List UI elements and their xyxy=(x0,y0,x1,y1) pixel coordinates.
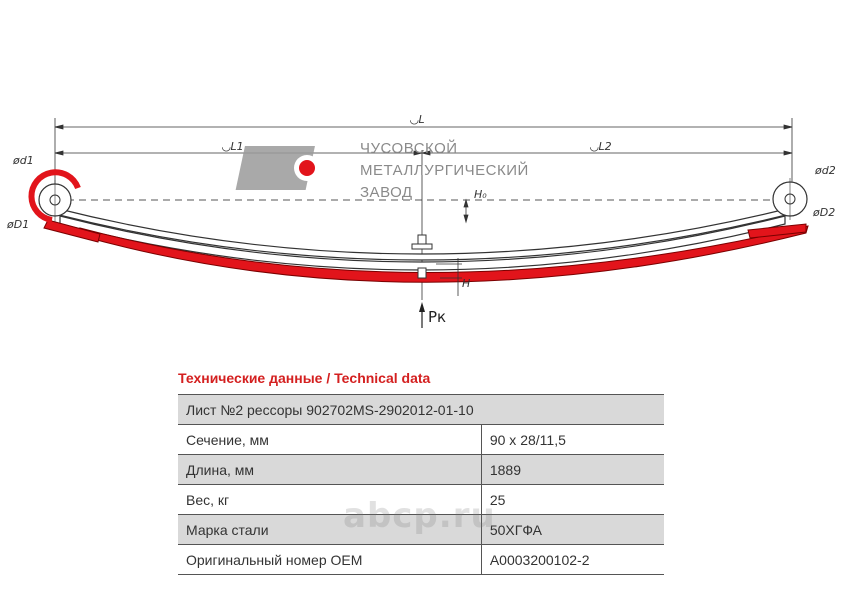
table-row xyxy=(178,425,664,455)
svg-text:ЗАВОД: ЗАВОД xyxy=(360,184,413,201)
dim-label-l1: ◡L1 xyxy=(222,140,244,153)
label-D2: øD2 xyxy=(813,206,836,219)
spec-label: Оригинальный номер OEM xyxy=(178,545,481,575)
spec-label: Сечение, мм xyxy=(178,425,481,455)
spec-label: Марка стали xyxy=(178,515,481,545)
svg-text:МЕТАЛЛУРГИЧЕСКИЙ: МЕТАЛЛУРГИЧЕСКИЙ xyxy=(360,162,529,179)
label-D1: øD1 xyxy=(7,218,30,231)
label-h: H xyxy=(462,277,471,290)
load-arrow xyxy=(419,302,425,328)
spec-header: Лист №2 рессоры 902702MS-2902012-01-10 xyxy=(178,395,664,425)
watermark: abcp.ru xyxy=(343,496,496,536)
table-row xyxy=(178,545,664,575)
svg-text:ЧУСОВСКОЙ: ЧУСОВСКОЙ xyxy=(360,140,458,157)
spec-label: Длина, мм xyxy=(178,455,481,485)
dim-label-l: ◡L xyxy=(410,113,425,126)
dim-label-l2: ◡L2 xyxy=(590,140,612,153)
spec-value: 90 х 28/11,5 xyxy=(481,425,664,455)
spec-value: 25 xyxy=(481,485,664,515)
table-header-row xyxy=(178,395,664,425)
technical-data-title: Технические данные / Technical data xyxy=(178,370,431,386)
spec-value: 50ХГФА xyxy=(481,515,664,545)
label-pk: Pк xyxy=(428,308,447,326)
label-d1: ød1 xyxy=(13,154,34,167)
spec-label: Вес, кг xyxy=(178,485,481,515)
technical-data-table xyxy=(178,394,664,575)
spec-value: A0003200102-2 xyxy=(481,545,664,575)
label-d2: ød2 xyxy=(815,164,836,177)
table-row xyxy=(178,455,664,485)
spec-value: 1889 xyxy=(481,455,664,485)
label-h0: H₀ xyxy=(474,188,487,201)
